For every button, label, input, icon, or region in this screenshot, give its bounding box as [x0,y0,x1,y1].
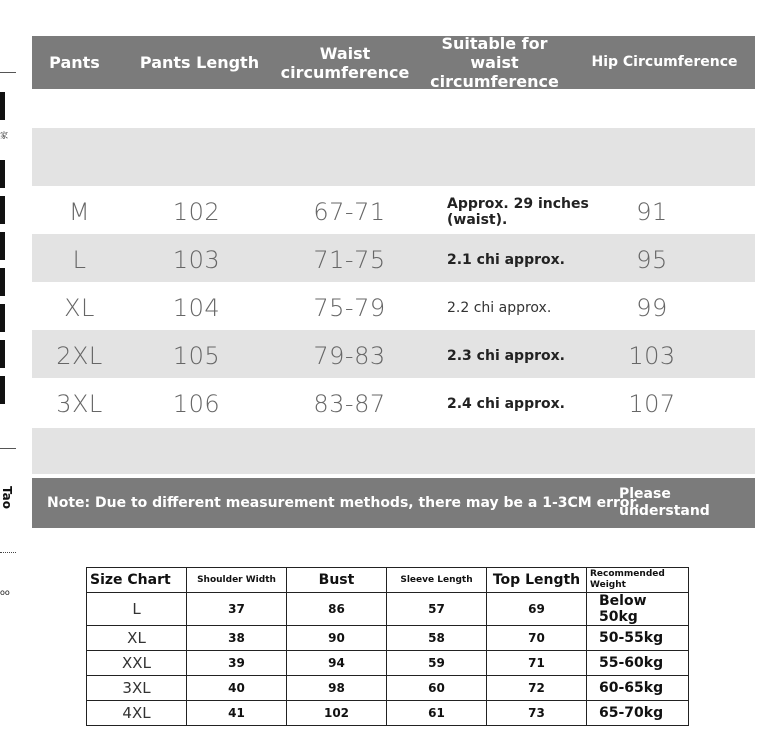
header-pants-length: Pants Length [139,53,260,72]
sleeve-cell: 59 [387,651,487,676]
table-row [32,188,755,236]
edge-mark [0,268,5,296]
table-row [87,701,689,726]
hip-cell: 103 [628,342,676,370]
sleeve-cell: 61 [387,701,487,726]
table-row [87,593,689,626]
pants-header-row [32,36,755,89]
bust-cell: 94 [287,651,387,676]
size-cell: XL [64,294,95,322]
length-cell: 105 [172,342,221,370]
table-row [32,236,755,284]
edge-mark [0,340,5,368]
table-row [87,626,689,651]
header-bust: Bust [287,568,387,593]
size-cell: XXL [87,651,187,676]
edge-mark [0,304,5,332]
table-row [32,284,755,332]
weight-cell: 65-70kg [587,701,689,726]
header-sleeve-length: Sleeve Length [387,568,487,593]
hip-cell: 95 [636,246,668,274]
length-cell: 104 [172,294,221,322]
length-cell: 106 [172,390,221,418]
edge-oo-text: oo [0,588,10,597]
top-size-chart [86,567,689,726]
header-top-length: Top Length [487,568,587,593]
size-cell: L [87,593,187,626]
bust-cell: 86 [287,593,387,626]
table-row [32,332,755,380]
edge-divider [0,448,16,449]
length-cell: 102 [172,198,221,226]
sleeve-cell: 60 [387,676,487,701]
header-size-chart: Size Chart [87,568,187,593]
edge-dotted-line [0,552,16,553]
weight-cell: Below 50kg [587,593,689,626]
size-cell: M [68,198,91,226]
edge-mark [0,196,5,224]
top-length-cell: 69 [487,593,587,626]
shoulder-cell: 37 [187,593,287,626]
shoulder-cell: 39 [187,651,287,676]
sleeve-cell: 58 [387,626,487,651]
length-cell: 103 [172,246,221,274]
measurement-note: Note: Due to different measurement methods, there may be a 1-3CM error. [47,495,640,511]
waist-cell: 83-87 [313,390,386,418]
shoulder-cell: 40 [187,676,287,701]
top-length-cell: 73 [487,701,587,726]
bust-cell: 98 [287,676,387,701]
edge-char: 家 [0,131,8,140]
top-length-cell: 70 [487,626,587,651]
size-cell: 3XL [87,676,187,701]
please-understand-text: Please understand [619,486,710,519]
header-recommended-weight: Recommended Weight [587,568,689,593]
edge-mark [0,160,5,188]
edge-divider [0,72,16,73]
suitable-cell: 2.2 chi approx. [447,300,552,316]
pants-size-table [32,36,755,528]
top-length-cell: 72 [487,676,587,701]
hip-cell: 107 [628,390,676,418]
suitable-cell: 2.1 chi approx. [447,252,565,268]
header-hip: Hip Circumference [591,54,738,70]
size-cell: 2XL [56,342,103,370]
waist-cell: 79-83 [313,342,386,370]
shoulder-cell: 38 [187,626,287,651]
weight-cell: 50-55kg [587,626,689,651]
size-cell: XL [87,626,187,651]
size-chart-header-row [87,568,689,593]
waist-cell: 71-75 [313,246,386,274]
waist-cell: 75-79 [313,294,386,322]
edge-tao-text: Tao [0,486,14,509]
bust-cell: 102 [287,701,387,726]
header-pants: Pants [49,53,100,72]
bust-cell: 90 [287,626,387,651]
size-cell: L [72,246,87,274]
waist-cell: 67-71 [313,198,386,226]
weight-cell: 55-60kg [587,651,689,676]
size-cell: 3XL [56,390,103,418]
header-shoulder-width: Shoulder Width [187,568,287,593]
size-cell: 4XL [87,701,187,726]
edge-mark [0,376,5,404]
suitable-cell: Approx. 29 inches (waist). [447,196,589,228]
shoulder-cell: 41 [187,701,287,726]
suitable-cell: 2.4 chi approx. [447,396,565,412]
top-length-cell: 71 [487,651,587,676]
blank-band [32,128,755,186]
sleeve-cell: 57 [387,593,487,626]
header-suitable-waist: Suitable for waist circumference [430,34,559,91]
suitable-cell: 2.3 chi approx. [447,348,565,364]
table-row [87,651,689,676]
edge-mark [0,92,5,120]
table-row [87,676,689,701]
hip-cell: 99 [636,294,668,322]
hip-cell: 91 [636,198,668,226]
table-row [32,380,755,428]
header-waist: Waist circumference [280,43,410,82]
blank-band [32,428,755,474]
edge-mark [0,232,5,260]
pants-footer-note [32,478,755,528]
weight-cell: 60-65kg [587,676,689,701]
